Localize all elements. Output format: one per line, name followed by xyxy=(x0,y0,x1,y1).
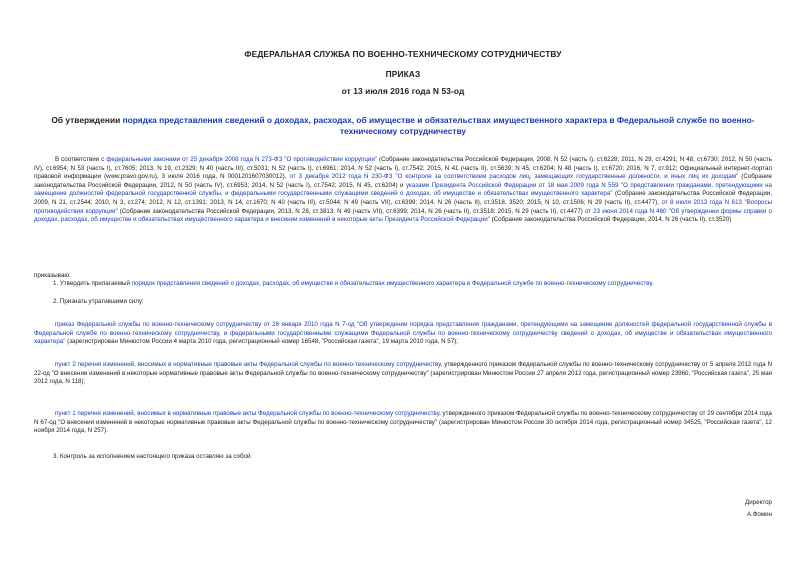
item1-text: 1. Утвердить прилагаемый xyxy=(53,280,132,287)
item1-end: . xyxy=(651,280,654,287)
intro-text-5: (Собрание законодательства Российской Федерации, 2013, N 28, ст.3813; N 49 (часть VII), ст.6399; 2014, N 26 (часть II), ст.3518; 2015, N 29 (часть II), ст.4477) xyxy=(117,207,585,215)
revoked-act xyxy=(34,361,772,387)
signatory-position: Директор xyxy=(745,499,772,506)
signature-block xyxy=(34,497,772,521)
document-date: от 13 июля 2016 года N 53-од xyxy=(341,86,465,96)
title-prefix: Об утверждении xyxy=(51,115,123,125)
link-decree-613[interactable]: от 8 июля 2013 года N 613 "Вопросы противодействия коррупции" xyxy=(34,198,773,215)
link-decree-559[interactable]: указами Президента Российской Федерации от 18 мая 2009 года N 559 "О представлении гражданами, претендующими на замещение должностей федеральной государственной службы, и федеральными государственными служащими сведений о доходах, об имуществе и обязательствах имущественного характера" xyxy=(34,181,772,198)
link-decree-460[interactable]: от 23 июня 2014 года N 460 "Об утверждении формы справки о доходах, расходах, об имуществе и обязательствах имущественного характера и внесении изменений в некоторые акты Президента Российской Федерации" xyxy=(34,207,772,224)
document-title xyxy=(34,115,772,137)
signatory-name: А.Фомин xyxy=(746,511,772,518)
title-link[interactable]: порядка представления сведений о доходах, расходах, об имуществе и обязательствах имущественного характера в Федеральной службе по военно-техническому сотрудничеству xyxy=(122,115,755,136)
list-item: 3. Контроль за исполнением настоящего приказа оставляю за собой. xyxy=(53,453,253,460)
list-item xyxy=(53,280,772,289)
intro-text-6: (Собрание законодательства Российской Федерации, 2014, N 26 (часть II), ст.3520) xyxy=(489,216,732,224)
document-type: ПРИКАЗ xyxy=(385,69,421,79)
link-order-7-od[interactable]: приказ Федеральной службы по военно-техническому сотрудничеству от 26 января 2010 года N 7-од "Об утверждении порядка представления гражданами, претендующими на замещение должностей федеральной государственной службы в Федеральной службе по военно-техническому сотрудничеству, и федеральными государственными служащими Федеральной службы по военно-техническому сотрудничеству сведений о доходах, об имуществе и обязательствах имущественного характера" xyxy=(34,321,772,346)
revoked-act-text: , утвержденного приказом Федеральной службы по военно-техническому сотрудничеству от 5 апреля 2012 года N 22-од "О внесении изменений в некоторые нормативные правовые акты Федеральной службы по военно-техническому сотрудничеству" xyxy=(34,361,772,377)
revoked-act xyxy=(34,321,772,347)
intro-text-4: (Собрание законодательства Российской Федерации, 2009, N 21, ст.2544; 2010, N 3, ст.274; 2012, N 12, ст.1391; 2013, N 14, ст.1670; N 40 (часть III), ст.5044; N 49 (часть VII), ст.6399; 2014, N 26 (часть II), ст.3518, 3520; 2015, N 10, ст.1506; N 29 (часть II), ст.4477), xyxy=(34,190,772,206)
link-changes-22-od[interactable]: пункт 2 перечня изменений, вносимых в нормативные правовые акты Федеральной службы по военно-техническому сотрудничеству xyxy=(55,361,441,368)
link-law-273[interactable]: федеральными законами от 25 декабря 2008 года N 273-ФЗ "О противодействии коррупции" xyxy=(106,156,377,163)
list-item: 2. Признать утратившими силу: xyxy=(53,298,144,305)
link-changes-67-od[interactable]: пункт 1 перечня изменений, вносимых в нормативные правовые акты Федеральной службы по военно-техническому сотрудничеству xyxy=(55,410,440,417)
revoked-act-text: (зарегистрирован Минюстом России 30 октября 2014 года, регистрационный номер 34525, "Российская газета", 12 ноября 2014 года, N 257). xyxy=(34,418,772,435)
link-procedure[interactable]: порядок представления сведений о доходах, расходах, об имуществе и обязательствах имущественного характера в Федеральной службе по военно-техническому сотрудничеству xyxy=(131,280,652,287)
revoked-act xyxy=(34,410,772,436)
intro-paragraph xyxy=(34,156,772,225)
revoked-act-text: (зарегистрирован Минюстом России 27 апреля 2012 года, регистрационный номер 23960, "Российская газета", 25 мая 2012 года, N 118); xyxy=(34,369,772,386)
revoked-act-text: , утвержденного приказом Федеральной службы по военно-техническому сотрудничеству от 29 сентября 2014 года N 67-од "О внесении изменений в некоторые нормативные правовые акты Федеральной службы по военно-техническому сотрудничеству" xyxy=(34,410,773,426)
revoked-act-text: (зарегистрирован Минюстом России 4 марта 2010 года, регистрационный номер 16548, "Российская газета", 19 марта 2010 года, N 57); xyxy=(65,338,458,346)
ordered-text: приказываю: xyxy=(34,272,71,279)
intro-text-3: (Собрание законодательства Российской Федерации, 2012, N 50 (часть IV), ст.6953; 2014, N 52 (часть I), ст.7542; 2015, N 45, ст.6204) и xyxy=(34,173,772,189)
intro-text-1: В соответствии с xyxy=(55,156,107,163)
organization-heading: ФЕДЕРАЛЬНАЯ СЛУЖБА ПО ВОЕННО-ТЕХНИЧЕСКОМУ СОТРУДНИЧЕСТВУ xyxy=(244,49,562,59)
link-law-230[interactable]: от 3 декабря 2012 года N 230-ФЗ "О контроле за соответствием расходов лиц, замещающих государственные должности, и иных лиц их доходам" xyxy=(289,173,739,181)
intro-text-2: (Собрание законодательства Российской Федерации, 2008, N 52 (часть I), ст.6228; 2011, N 29, ст.4291; N 48, ст.6730; 2012, N 50 (часть IV), ст.6954; N 53 (часть I), ст.7605; 2013, N 19, ст.2329; N 40 (часть III), ст.5031; N 52 (часть I), ст.6961; 2014, N 52 (часть I), ст.7542; 2015, N 41 (часть II), ст.5639; N 45, ст.6204; N 48 (часть I), ст.6720; 2016, N 7, ст.912; Официальный интернет-портал правовой информации (www.pravo.gov.ru), 3 июля 2016 года, N 0001201607030012), xyxy=(34,156,773,181)
